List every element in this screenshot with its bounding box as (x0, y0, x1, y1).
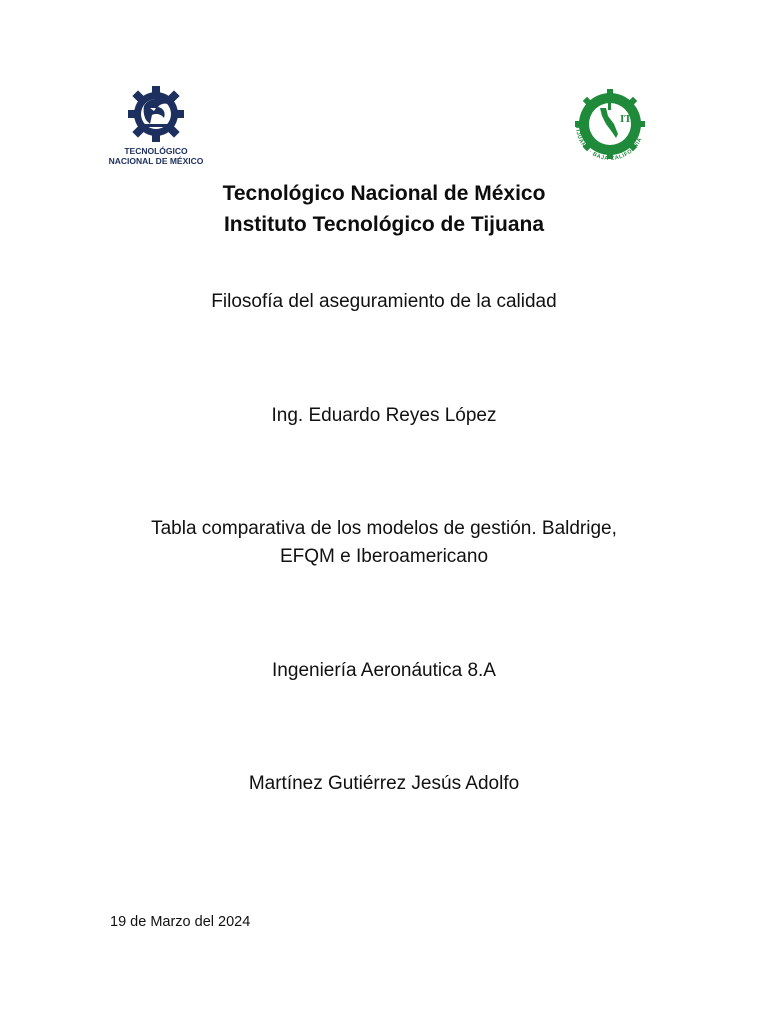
itt-emblem-icon (562, 86, 658, 166)
institution-title-line2: Instituto Tecnológico de Tijuana (223, 213, 545, 236)
career-group: Ingeniería Aeronáutica 8.A (272, 660, 496, 681)
tecnm-logo-line1: TECNOLÓGICO (124, 146, 188, 156)
tecnm-logo (106, 84, 206, 170)
itt-initials: ITT (620, 113, 639, 125)
professor-name: Ing. Eduardo Reyes López (271, 405, 497, 426)
assignment-title-line1: Tabla comparativa de los modelos de gestión. Baldrige, (151, 518, 617, 539)
document-date: 19 de Marzo del 2024 (110, 914, 251, 930)
assignment-title-line2: EFQM e Iberoamericano (279, 546, 489, 567)
tecnm-logo-text (106, 146, 206, 166)
student-name: Martínez Gutiérrez Jesús Adolfo (248, 773, 520, 794)
tecnm-logo-line2: NACIONAL DE MÉXICO (108, 156, 204, 166)
itt-ring-text: TIJUANA · BAJA CALIFORNIA (573, 125, 644, 163)
tecnm-emblem-icon (106, 84, 206, 146)
institution-title-line1: Tecnológico Nacional de México (222, 182, 546, 205)
subject-title: Filosofía del aseguramiento de la calidad (211, 291, 557, 312)
itt-logo (562, 86, 658, 166)
